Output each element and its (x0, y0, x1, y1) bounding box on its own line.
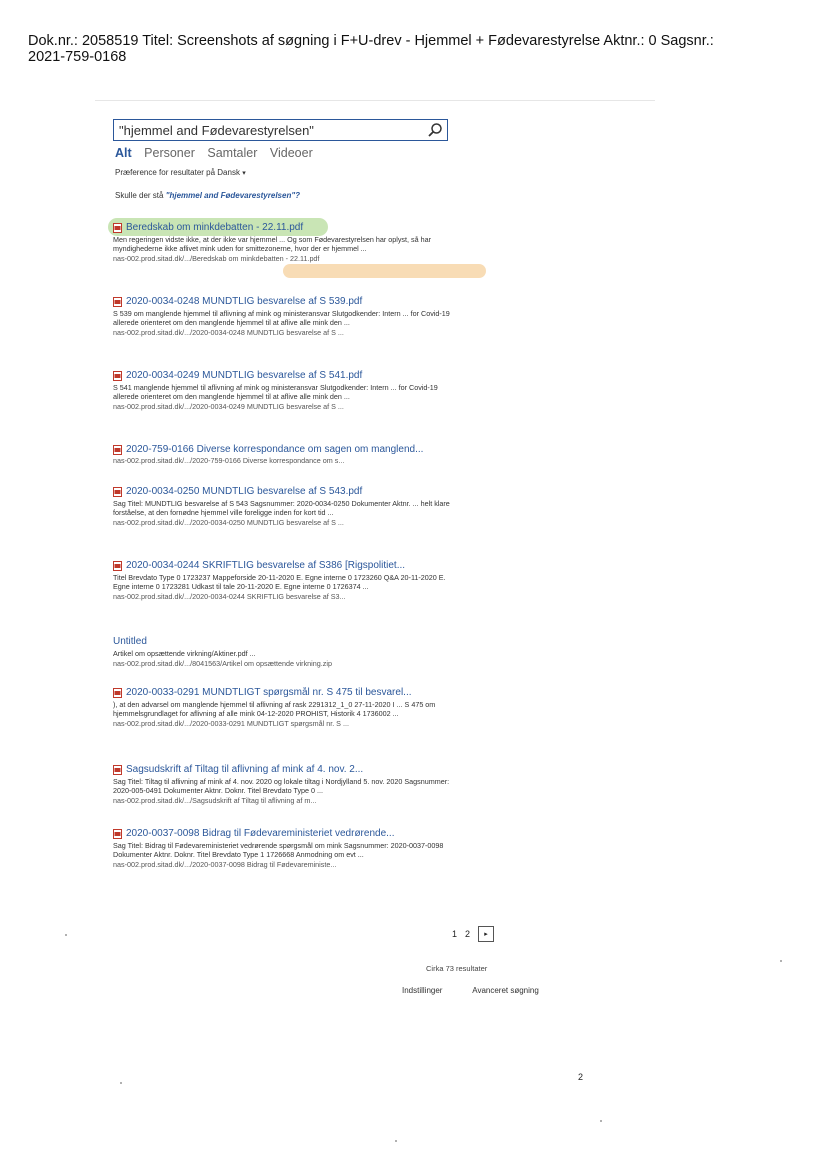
zip-file-icon (113, 561, 122, 571)
result-title-link[interactable] (113, 828, 458, 839)
result-item (113, 636, 458, 668)
result-snippet: S 541 manglende hjemmel til aflivning af mink og ministeransvar Slutgodkender: Intern ... for Covid-19 allerede orienteret om den manglende hjemmel til at aflive alle mink den ... (113, 383, 438, 401)
result-title: 2020-0034-0249 MUNDTLIG besvarelse af S 541.pdf (126, 370, 363, 381)
scan-speck (65, 934, 67, 936)
result-url[interactable]: nas-002.prod.sitad.dk/.../2020-0033-0291 MUNDTLIGT spørgsmål nr. S ... (113, 719, 349, 728)
result-title: Sagsudskrift af Tiltag til aflivning af mink af 4. nov. 2... (126, 764, 364, 775)
scan-speck (600, 1120, 602, 1122)
page-2-link[interactable]: 2 (465, 929, 471, 939)
result-snippet: S 539 om manglende hjemmel til aflivning af mink og ministeransvar Slutgodkender: Intern ... for Covid-19 allerede orienteret om den manglende hjemmel til at aflive alle mink den ... (113, 309, 450, 327)
result-title-link[interactable] (113, 222, 458, 233)
zip-file-icon (113, 688, 122, 698)
result-url[interactable]: nas-002.prod.sitad.dk/.../2020-0037-0098 Bidrag til Fødevareministe... (113, 860, 337, 869)
result-item (113, 687, 458, 728)
result-title: 2020-0037-0098 Bidrag til Fødevareministeriet vedrørende... (126, 828, 395, 839)
result-title: 2020-0034-0248 MUNDTLIG besvarelse af S 539.pdf (126, 296, 363, 307)
zip-file-icon (113, 765, 122, 775)
result-url[interactable]: nas-002.prod.sitad.dk/.../2020-0034-0248 MUNDTLIG besvarelse af S ... (113, 328, 344, 337)
settings-link[interactable]: Indstillinger (402, 986, 443, 995)
highlight-marker (283, 264, 486, 278)
result-item (113, 370, 458, 411)
zip-file-icon (113, 445, 122, 455)
scan-speck (395, 1140, 397, 1142)
chevron-down-icon: ▾ (242, 170, 246, 177)
suggestion-link[interactable]: "hjemmel and Fødevarestyrelsen"? (165, 191, 301, 200)
divider (95, 100, 655, 101)
result-title-link[interactable] (113, 560, 458, 571)
scan-speck (120, 1082, 122, 1084)
result-title-link[interactable] (113, 444, 458, 455)
result-item (113, 764, 458, 805)
search-icon[interactable] (427, 122, 443, 138)
result-title-link[interactable] (113, 764, 458, 775)
result-title: 2020-0034-0250 MUNDTLIG besvarelse af S 543.pdf (126, 486, 363, 497)
zip-file-icon (113, 829, 122, 839)
advanced-search-link[interactable]: Avanceret søgning (472, 986, 539, 995)
result-item (113, 296, 458, 337)
result-snippet: Titel Brevdato Type 0 1723237 Mappeforside 20-11-2020 E. Egne interne 0 1723260 Q&A 20-11-2020 E. Egne interne 0 1723281 Udkast til tale 20-11-2020 E. Egne interne 0 1726374 ... (113, 573, 446, 591)
search-input[interactable] (119, 121, 419, 139)
pdf-file-icon (113, 223, 122, 233)
language-preference[interactable] (115, 168, 246, 177)
result-url[interactable]: nas-002.prod.sitad.dk/.../Sagsudskrift af Tiltag til aflivning af m... (113, 796, 317, 805)
result-url[interactable]: nas-002.prod.sitad.dk/.../2020-0034-0249 MUNDTLIG besvarelse af S ... (113, 402, 344, 411)
footer-links (402, 986, 567, 995)
result-title-link[interactable] (113, 296, 458, 307)
search-tabs (115, 146, 322, 160)
result-snippet: Sag Titel: Tiltag til aflivning af mink af 4. nov. 2020 og lokale tiltag i Nordjylland 5. nov. 2020 Sagsnummer: 2020-005-0491 Dokumenter Aktnr. Doknr. Titel Brevdato Type 0 ... (113, 777, 450, 795)
search-box[interactable] (113, 119, 448, 141)
result-snippet: Men regeringen vidste ikke, at der ikke var hjemmel ... Og som Fødevarestyrelsen har oplyst, så har myndighederne ikke aflivet mink uden for smittezonerne, hvor der er hjemmel ... (113, 235, 431, 253)
result-url[interactable]: nas-002.prod.sitad.dk/.../2020-759-0166 Diverse korrespondance om s... (113, 456, 345, 465)
result-url[interactable]: nas-002.prod.sitad.dk/.../Beredskab om minkdebatten - 22.11.pdf (113, 254, 320, 263)
preference-label: Præference for resultater på Dansk (115, 168, 240, 177)
pagination (452, 926, 494, 942)
result-title: Beredskab om minkdebatten - 22.11.pdf (126, 222, 304, 233)
result-title: 2020-0033-0291 MUNDTLIGT spørgsmål nr. S 475 til besvarel... (126, 687, 412, 698)
result-item (113, 444, 458, 465)
result-url[interactable]: nas-002.prod.sitad.dk/.../2020-0034-0244 SKRIFTLIG besvarelse af S3... (113, 592, 346, 601)
result-url[interactable]: nas-002.prod.sitad.dk/.../2020-0034-0250 MUNDTLIG besvarelse af S ... (113, 518, 344, 527)
result-title-link[interactable] (113, 486, 458, 497)
pdf-file-icon (113, 297, 122, 307)
result-snippet: Artikel om opsættende virkning/Aktiner.pdf ... (113, 649, 256, 658)
result-snippet: Sag Titel: Bidrag til Fødevareministeriet vedrørende spørgsmål om mink Sagsnummer: 2020-0037-0098 Dokumenter Aktnr. Doknr. Titel Brevdato Type 1 1726668 Anmodning om evt ... (113, 841, 444, 859)
result-title-link[interactable] (113, 636, 458, 647)
tab-videos[interactable]: Videoer (269, 146, 313, 160)
result-snippet: Sag Titel: MUNDTLIG besvarelse af S 543 Sagsnummer: 2020-0034-0250 Dokumenter Aktnr. ... helt klare forståelse, at den fornødne hjemmel ville foreligge inden for kort tid ... (113, 499, 450, 517)
result-title: Untitled (113, 636, 147, 647)
result-count: Cirka 73 resultater (426, 964, 488, 973)
result-item (113, 222, 458, 263)
result-title-link[interactable] (113, 370, 458, 381)
result-item (113, 486, 458, 527)
scan-speck (780, 960, 782, 962)
spelling-suggestion (115, 191, 300, 200)
pdf-file-icon (113, 371, 122, 381)
pdf-file-icon (113, 487, 122, 497)
result-url[interactable]: nas-002.prod.sitad.dk/.../8041563/Artikel om opsættende virkning.zip (113, 659, 332, 668)
result-item (113, 828, 458, 869)
result-item (113, 560, 458, 601)
header-line-1: Dok.nr.: 2058519 Titel: Screenshots af søgning i F+U-drev - Hjemmel + Fødevarestyrelse Aktnr.: 0 Sagsnr.: (28, 33, 714, 49)
result-title: 2020-759-0166 Diverse korrespondance om sagen om manglend... (126, 444, 424, 455)
header-line-2: 2021-759-0168 (28, 49, 127, 65)
document-header (28, 33, 818, 65)
result-snippet: ), at den advarsel om manglende hjemmel til aflivning af rask 2291312_1_0 27-11-2020 I ... S 475 om hjemmelsgrundlaget for aflivning af alle mink 04-12-2020 PROHIST, Historik 4 1736002 ... (113, 700, 436, 718)
result-title-link[interactable] (113, 687, 458, 698)
result-title: 2020-0034-0244 SKRIFTLIG besvarelse af S386 [Rigspolitiet... (126, 560, 406, 571)
page-number: 2 (578, 1072, 584, 1082)
suggestion-prefix: Skulle der stå (115, 191, 164, 200)
next-page-icon[interactable]: ▸ (478, 926, 494, 942)
tab-people[interactable]: Personer (144, 146, 195, 160)
tab-conversations[interactable]: Samtaler (207, 146, 258, 160)
tab-all[interactable]: Alt (115, 146, 132, 160)
page-1-link[interactable]: 1 (452, 929, 458, 939)
